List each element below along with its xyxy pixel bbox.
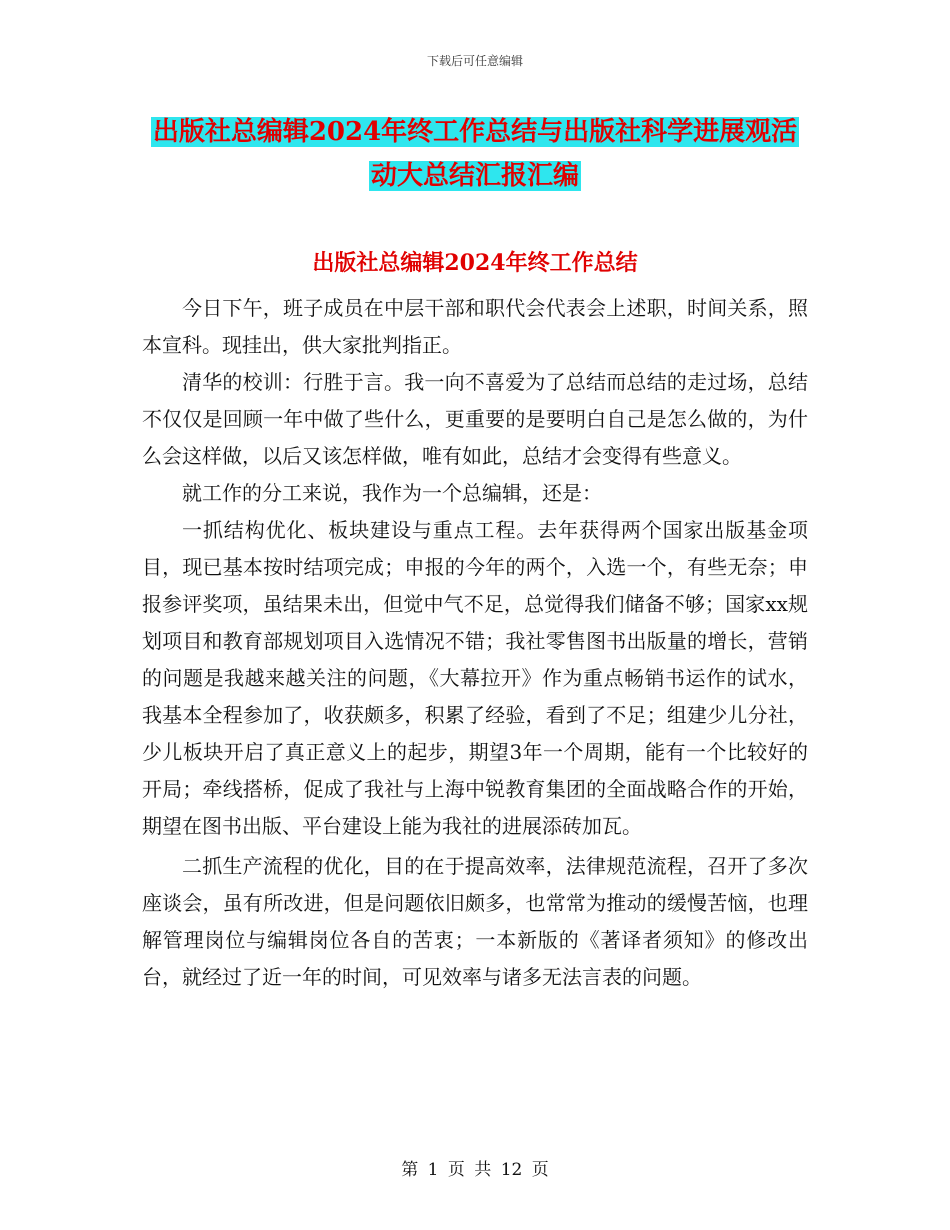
section-title: 出版社总编辑2024年终工作总结 [312, 250, 638, 276]
paragraph-4: 一抓结构优化、板块建设与重点工程。去年获得两个国家出版基金项目，现已基本按时结项完成；申报的今年的两个，入选一个，有些无奈；申报参评奖项，虽结果未出，但觉中气不足，总觉得我们储备不够；国家xx规划项目和教育部规划项目入选情况不错；我社零售图书出版量的增长，营销的问题是我越来越关注的问题，《大幕拉开》作为重点畅销书运作的试水，我基本全程参加了，收获颇多，积累了经验，看到了不足；组建少儿分社，少儿板块开启了真正意义上的起步，期望3年一个周期，能有一个比较好的开局；牵线搭桥，促成了我社与上海中锐教育集团的全面战略合作的开始，期望在图书出版、平台建设上能为我社的进展添砖加瓦。 [142, 518, 808, 838]
paragraph-1: 今日下午，班子成员在中层干部和职代会代表会上述职，时间关系，照本宣科。现挂出，供大家批判指正。 [142, 296, 808, 357]
header-note: 下载后可任意编辑 [426, 54, 523, 68]
paragraph-3: 就工作的分工来说，我作为一个总编辑，还是： [182, 481, 602, 505]
document-title-text: 出版社总编辑2024年终工作总结与出版社科学进展观活动大总结汇报汇编 [152, 117, 798, 191]
document-body [142, 290, 808, 996]
page-footer: 第 1 页 共 12 页 [401, 1160, 549, 1180]
document-title [142, 110, 808, 198]
paragraph-5: 二抓生产流程的优化，目的在于提高效率，法律规范流程，召开了多次座谈会，虽有所改进，但是问题依旧颇多，也常常为推动的缓慢苦恼，也理解管理岗位与编辑岗位各自的苦衷；一本新版的《著译者须知》的修改出台，就经过了近一年的时间，可见效率与诸多无法言表的问题。 [142, 854, 808, 989]
paragraph-2: 清华的校训：行胜于言。我一向不喜爱为了总结而总结的走过场，总结不仅仅是回顾一年中做了些什么，更重要的是要明白自己是怎么做的，为什么会这样做，以后又该怎样做，唯有如此，总结才会变得有些意义。 [142, 370, 808, 468]
